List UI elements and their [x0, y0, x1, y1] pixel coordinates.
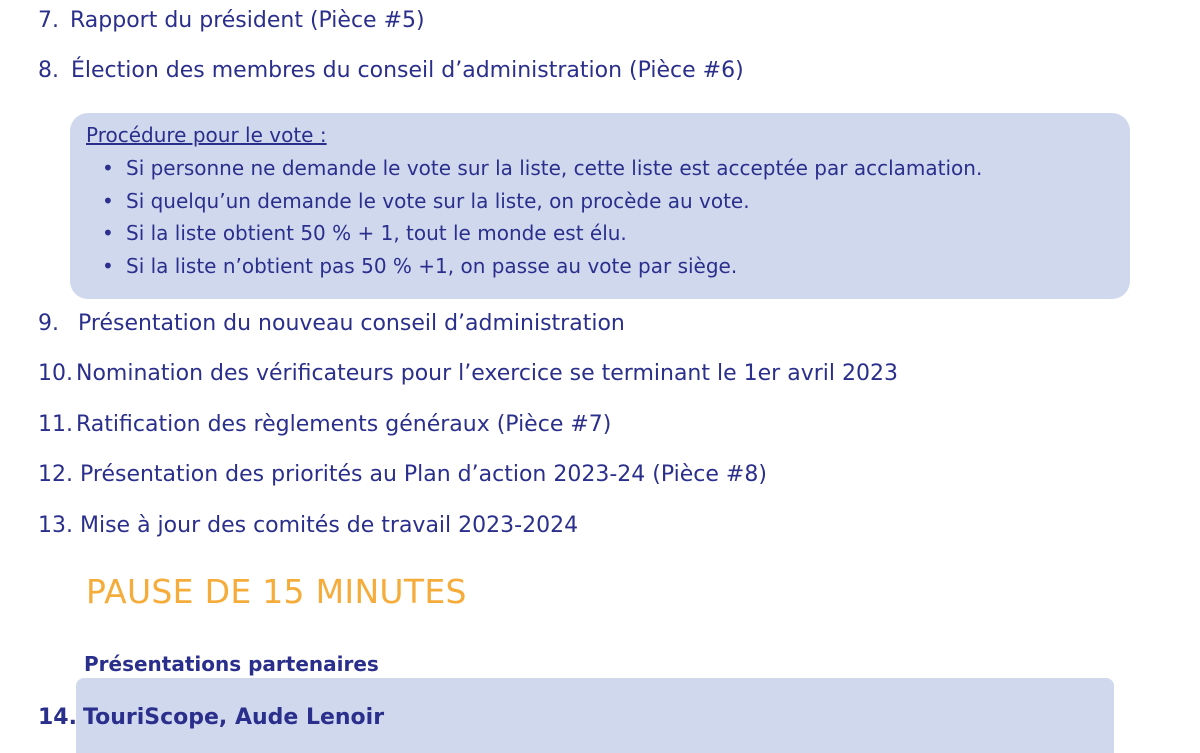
- item-text: Nomination des vérificateurs pour l’exercice se terminant le 1er avril 2023: [76, 361, 898, 386]
- item-number: 9.: [38, 311, 59, 336]
- item-text: Présentation des priorités au Plan d’action 2023-24 (Pièce #8): [80, 462, 767, 487]
- vote-procedure-list: [102, 154, 983, 284]
- bullet-icon: •: [102, 221, 114, 245]
- item-number: 7.: [38, 8, 59, 33]
- agenda-item-7: [38, 8, 425, 33]
- item-number: 11.: [38, 412, 73, 437]
- vote-procedure-title: Procédure pour le vote :: [86, 123, 327, 147]
- item-text: Présentation du nouveau conseil d’administration: [78, 311, 625, 336]
- bullet-icon: •: [102, 188, 114, 213]
- agenda-item-9: [38, 311, 625, 336]
- list-item: • Si la liste obtient 50 % + 1, tout le monde est élu.: [102, 221, 627, 245]
- agenda-item-12: [38, 462, 767, 487]
- agenda-item-13: [38, 513, 578, 538]
- item-text: Ratification des règlements généraux (Pièce #7): [76, 412, 612, 437]
- bullet-icon: •: [102, 156, 114, 180]
- item-text: Mise à jour des comités de travail 2023-2024: [80, 513, 579, 538]
- agenda-item-8: [38, 58, 744, 83]
- item-number: 10.: [38, 361, 73, 386]
- vote-procedure-box: [70, 113, 1130, 299]
- agenda-item-10: [38, 361, 898, 386]
- list-item: • Si quelqu’un demande le vote sur la liste, on procède au vote.: [102, 188, 750, 213]
- item-text: Rapport du président (Pièce #5): [70, 8, 425, 33]
- pause-heading: PAUSE DE 15 MINUTES: [86, 572, 467, 611]
- list-item: • Si la liste n’obtient pas 50 % +1, on passe au vote par siège.: [102, 253, 738, 278]
- item-number: 14.: [38, 705, 77, 730]
- item-number: 8.: [38, 58, 59, 83]
- list-item: • Si personne ne demande le vote sur la liste, cette liste est acceptée par acclamation.: [102, 156, 983, 180]
- item-text: Élection des membres du conseil d’administration (Pièce #6): [71, 58, 744, 83]
- item-text: TouriScope, Aude Lenoir: [83, 705, 385, 730]
- item-number: 12.: [38, 462, 73, 487]
- item-number: 13.: [38, 513, 73, 538]
- bullet-icon: •: [102, 253, 114, 278]
- agenda-item-14: [38, 705, 384, 730]
- partners-heading: Présentations partenaires: [84, 652, 379, 676]
- agenda-item-11: [38, 412, 611, 437]
